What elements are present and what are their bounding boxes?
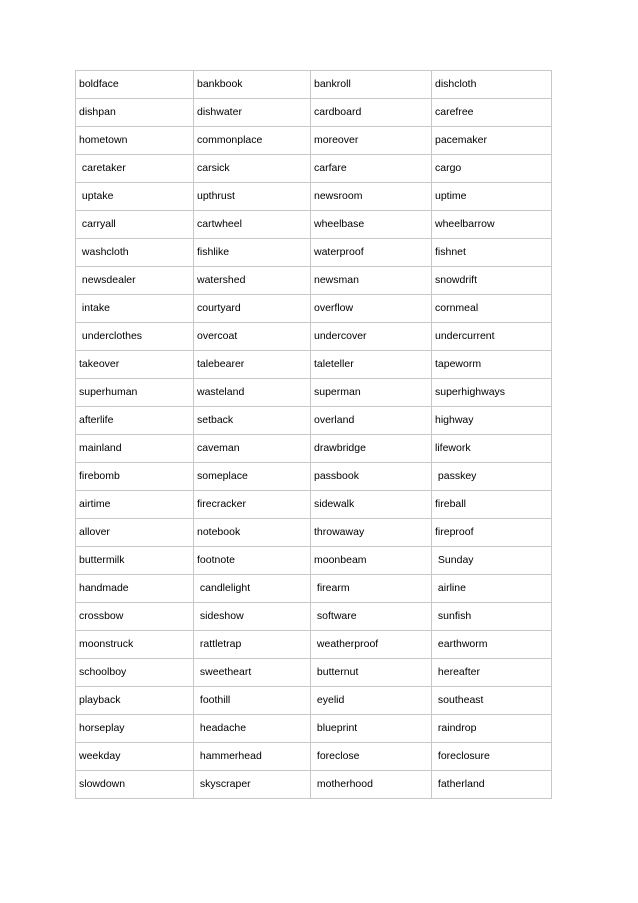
word-cell: cornmeal	[432, 295, 552, 323]
word-cell: eyelid	[311, 687, 432, 715]
table-row	[76, 407, 552, 435]
word-cell: foreclosure	[432, 743, 552, 771]
word-cell: skyscraper	[194, 771, 311, 799]
word-cell: candlelight	[194, 575, 311, 603]
table-row	[76, 743, 552, 771]
word-cell: carfare	[311, 155, 432, 183]
word-cell: superhuman	[76, 379, 194, 407]
word-cell: hammerhead	[194, 743, 311, 771]
word-cell: moreover	[311, 127, 432, 155]
word-cell: cardboard	[311, 99, 432, 127]
word-table-body	[76, 71, 552, 799]
word-cell: caveman	[194, 435, 311, 463]
word-cell: foreclose	[311, 743, 432, 771]
table-row	[76, 519, 552, 547]
word-cell: notebook	[194, 519, 311, 547]
word-cell: moonbeam	[311, 547, 432, 575]
word-cell: fireball	[432, 491, 552, 519]
word-cell: handmade	[76, 575, 194, 603]
word-cell: boldface	[76, 71, 194, 99]
word-cell: setback	[194, 407, 311, 435]
word-cell: wheelbase	[311, 211, 432, 239]
word-cell: airline	[432, 575, 552, 603]
word-cell: dishcloth	[432, 71, 552, 99]
word-cell: fishnet	[432, 239, 552, 267]
word-cell: bankroll	[311, 71, 432, 99]
word-cell: carsick	[194, 155, 311, 183]
table-row	[76, 71, 552, 99]
word-cell: hometown	[76, 127, 194, 155]
word-cell: firecracker	[194, 491, 311, 519]
word-cell: talebearer	[194, 351, 311, 379]
word-cell: crossbow	[76, 603, 194, 631]
word-cell: fatherland	[432, 771, 552, 799]
word-cell: superman	[311, 379, 432, 407]
word-cell: sidewalk	[311, 491, 432, 519]
table-row	[76, 771, 552, 799]
word-cell: hereafter	[432, 659, 552, 687]
word-cell: courtyard	[194, 295, 311, 323]
word-cell: wasteland	[194, 379, 311, 407]
word-cell: southeast	[432, 687, 552, 715]
table-row	[76, 211, 552, 239]
word-cell: highway	[432, 407, 552, 435]
word-cell: schoolboy	[76, 659, 194, 687]
table-row	[76, 575, 552, 603]
table-row	[76, 155, 552, 183]
word-cell: afterlife	[76, 407, 194, 435]
word-cell: raindrop	[432, 715, 552, 743]
word-cell: sunfish	[432, 603, 552, 631]
word-cell: moonstruck	[76, 631, 194, 659]
word-cell: intake	[76, 295, 194, 323]
word-cell: underclothes	[76, 323, 194, 351]
word-cell: motherhood	[311, 771, 432, 799]
word-cell: wheelbarrow	[432, 211, 552, 239]
word-cell: uptime	[432, 183, 552, 211]
table-row	[76, 463, 552, 491]
word-cell: undercurrent	[432, 323, 552, 351]
word-cell: software	[311, 603, 432, 631]
word-cell: mainland	[76, 435, 194, 463]
word-cell: undercover	[311, 323, 432, 351]
table-row	[76, 99, 552, 127]
word-cell: pacemaker	[432, 127, 552, 155]
word-cell: blueprint	[311, 715, 432, 743]
word-cell: uptake	[76, 183, 194, 211]
word-cell: footnote	[194, 547, 311, 575]
word-cell: Sunday	[432, 547, 552, 575]
word-cell: taleteller	[311, 351, 432, 379]
table-row	[76, 351, 552, 379]
word-cell: throwaway	[311, 519, 432, 547]
word-cell: buttermilk	[76, 547, 194, 575]
word-cell: snowdrift	[432, 267, 552, 295]
table-row	[76, 323, 552, 351]
word-cell: passkey	[432, 463, 552, 491]
word-cell: lifework	[432, 435, 552, 463]
word-cell: firearm	[311, 575, 432, 603]
word-cell: rattletrap	[194, 631, 311, 659]
word-cell: foothill	[194, 687, 311, 715]
word-cell: airtime	[76, 491, 194, 519]
table-row	[76, 435, 552, 463]
table-row	[76, 267, 552, 295]
table-row	[76, 659, 552, 687]
word-cell: weekday	[76, 743, 194, 771]
table-row	[76, 687, 552, 715]
table-row	[76, 127, 552, 155]
table-row	[76, 547, 552, 575]
word-cell: caretaker	[76, 155, 194, 183]
table-row	[76, 491, 552, 519]
table-row	[76, 715, 552, 743]
word-cell: someplace	[194, 463, 311, 491]
word-cell: headache	[194, 715, 311, 743]
word-cell: upthrust	[194, 183, 311, 211]
word-cell: allover	[76, 519, 194, 547]
word-cell: sideshow	[194, 603, 311, 631]
word-cell: overflow	[311, 295, 432, 323]
word-cell: commonplace	[194, 127, 311, 155]
word-cell: washcloth	[76, 239, 194, 267]
table-row	[76, 239, 552, 267]
word-cell: dishwater	[194, 99, 311, 127]
table-row	[76, 603, 552, 631]
word-cell: weatherproof	[311, 631, 432, 659]
word-cell: cartwheel	[194, 211, 311, 239]
word-cell: overcoat	[194, 323, 311, 351]
word-cell: carefree	[432, 99, 552, 127]
word-cell: dishpan	[76, 99, 194, 127]
word-cell: takeover	[76, 351, 194, 379]
word-cell: bankbook	[194, 71, 311, 99]
word-cell: fishlike	[194, 239, 311, 267]
word-cell: horseplay	[76, 715, 194, 743]
word-cell: playback	[76, 687, 194, 715]
word-cell: firebomb	[76, 463, 194, 491]
word-cell: slowdown	[76, 771, 194, 799]
table-row	[76, 631, 552, 659]
word-cell: fireproof	[432, 519, 552, 547]
word-cell: butternut	[311, 659, 432, 687]
table-row	[76, 379, 552, 407]
word-cell: passbook	[311, 463, 432, 491]
word-cell: tapeworm	[432, 351, 552, 379]
table-row	[76, 183, 552, 211]
word-cell: cargo	[432, 155, 552, 183]
word-cell: newsdealer	[76, 267, 194, 295]
table-row	[76, 295, 552, 323]
word-cell: newsman	[311, 267, 432, 295]
word-cell: watershed	[194, 267, 311, 295]
word-cell: earthworm	[432, 631, 552, 659]
word-cell: drawbridge	[311, 435, 432, 463]
word-cell: waterproof	[311, 239, 432, 267]
word-cell: carryall	[76, 211, 194, 239]
word-cell: sweetheart	[194, 659, 311, 687]
word-table	[75, 70, 552, 799]
word-cell: newsroom	[311, 183, 432, 211]
word-cell: superhighways	[432, 379, 552, 407]
word-cell: overland	[311, 407, 432, 435]
